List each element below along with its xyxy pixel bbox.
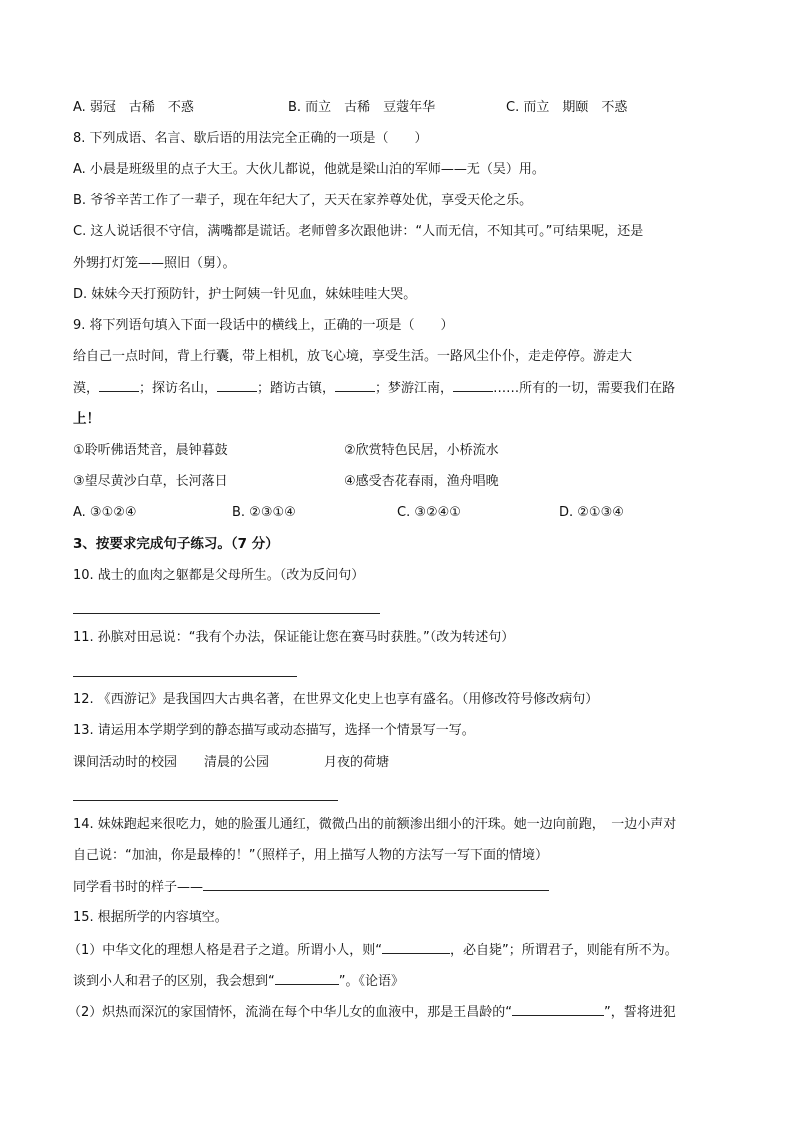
q12-text: 12. 《西游记》是我国四大古典名著，在世界文化史上也享有盛名。（用修改符号修改病句） — [73, 692, 599, 707]
q11-text: 11. 孙膑对田忌说：“我有个办法，保证能让您在赛马时获胜。”（改为转述句） — [73, 630, 515, 645]
q8-stem: 8. 下列成语、名言、歇后语的用法完全正确的一项是（ ） — [73, 131, 428, 146]
q9-choice-4: ④感受杏花春雨，渔舟唱晚 — [344, 474, 499, 489]
q8-option-c-line2: 外甥打灯笼——照旧（舅）。 — [73, 256, 236, 271]
q7-option-b: B. 而立 古稀 豆蔻年华 — [288, 100, 436, 115]
q10-text: 10. 战士的血肉之躯都是父母所生。（改为反问句） — [73, 568, 365, 583]
q14-answer-line[interactable] — [203, 878, 549, 891]
q9-passage-line3: 上！ — [73, 411, 100, 427]
q11-answer-line[interactable] — [73, 676, 297, 677]
q15-blank-2[interactable] — [275, 972, 339, 985]
blank-4[interactable] — [453, 379, 493, 392]
q9-option-d: D. ②①③④ — [559, 505, 624, 520]
q15-stem: 15. 根据所学的内容填空。 — [73, 910, 228, 925]
q9-choice-3: ③望尽黄沙白草，长河落日 — [73, 474, 228, 489]
q8-option-d: D. 妹妹今天打预防针，护士阿姨一针见血，妹妹哇哇大哭。 — [73, 287, 417, 302]
blank-1[interactable] — [99, 379, 139, 392]
q15-part2-line1: （2）炽热而深沉的家国情怀，流淌在每个中华儿女的血液中，那是王昌龄的“ ”，誓将进犯 — [68, 1005, 676, 1020]
q9-option-b: B. ②③①④ — [232, 505, 296, 520]
q9-choice-1: ①聆听佛语梵音，晨钟暮鼓 — [73, 443, 228, 458]
q9-choice-2: ②欣赏特色民居，小桥流水 — [344, 443, 499, 458]
section-3-heading: 3、按要求完成句子练习。（7 分） — [73, 536, 279, 552]
q13-scene-3: 月夜的荷塘 — [324, 755, 390, 770]
q13-scene-1: 课间活动时的校园 — [73, 755, 178, 770]
q15-blank-3[interactable] — [512, 1003, 604, 1016]
q10-answer-line[interactable] — [73, 613, 380, 614]
q15-blank-1[interactable] — [382, 941, 450, 954]
q14-line2: 自己说：“加油，你是最棒的！”（照样子，用上描写人物的方法写一写下面的情境） — [73, 848, 548, 863]
q14-line3: 同学看书时的样子—— — [73, 878, 549, 897]
q9-passage-line2: 漠， ；探访名山， ；踏访古镇， ；梦游江南， ……所有的一切，需要我们在路 — [73, 381, 676, 396]
q15-part1-line1: （1）中华文化的理想人格是君子之道。所谓小人，则“ ，必自毙”；所谓君子，则能有所不为。 — [68, 943, 678, 958]
q8-option-b: B. 爷爷辛苦工作了一辈子，现在年纪大了，天天在家养尊处优，享受天伦之乐。 — [73, 193, 533, 208]
q9-option-a: A. ③①②④ — [73, 505, 137, 520]
q8-option-a: A. 小晨是班级里的点子大王。大伙儿都说，他就是梁山泊的军师——无（吴）用。 — [73, 162, 545, 177]
q9-option-c: C. ③②④① — [397, 505, 461, 520]
q9-stem: 9. 将下列语句填入下面一段话中的横线上，正确的一项是（ ） — [73, 318, 454, 333]
q7-option-c: C. 而立 期颐 不惑 — [506, 100, 628, 115]
q13-stem: 13. 请运用本学期学到的静态描写或动态描写，选择一个情景写一写。 — [73, 723, 475, 738]
blank-3[interactable] — [335, 379, 375, 392]
q8-option-c-line1: C. 这人说话很不守信，满嘴都是谎话。老师曾多次跟他讲：“人而无信，不知其可。”可结果呢，还是 — [73, 224, 644, 239]
q15-part1-line2: 谈到小人和君子的区别，我会想到“ ”。《论语》 — [73, 974, 404, 989]
q13-answer-line[interactable] — [73, 800, 338, 801]
blank-2[interactable] — [217, 379, 257, 392]
q13-scene-2: 清晨的公园 — [204, 755, 270, 770]
q9-passage-line1: 给自己一点时间，背上行囊，带上相机，放飞心境，享受生活。一路风尘仆仆，走走停停。游走大 — [73, 349, 633, 364]
q14-line1: 14. 妹妹跑起来很吃力，她的脸蛋儿通红，微微凸出的前额渗出细小的汗珠。她一边向前跑， 一边小声对 — [73, 817, 677, 832]
q7-option-a: A. 弱冠 古稀 不惑 — [73, 100, 194, 115]
